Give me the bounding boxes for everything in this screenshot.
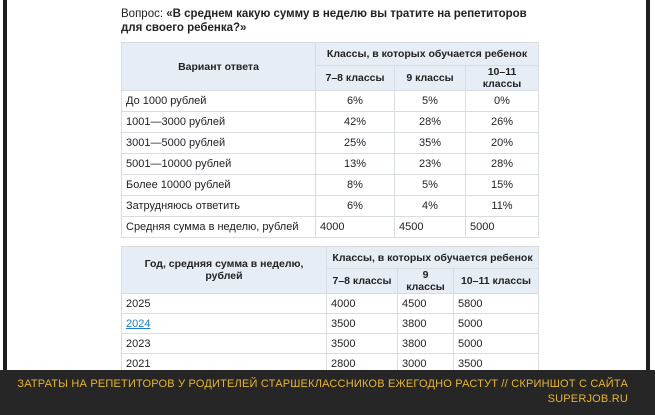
cell: 3500 <box>454 354 539 374</box>
row-label: Затрудняюсь ответить <box>122 196 316 217</box>
history-table <box>121 246 539 374</box>
cell: 5% <box>395 175 466 196</box>
caption-line-2: SUPERJOB.RU <box>547 393 628 405</box>
subcol-header: 7–8 классы <box>327 269 398 294</box>
col-group-header: Классы, в которых обучается ребенок <box>316 43 539 66</box>
year-cell <box>122 314 327 334</box>
cell: 4% <box>395 196 466 217</box>
row-label: Средняя сумма в неделю, рублей <box>122 217 316 238</box>
subcol-header: 9 классы <box>398 269 454 294</box>
row-label: 5001—10000 рублей <box>122 154 316 175</box>
cell: 2800 <box>327 354 398 374</box>
cell: 11% <box>466 196 539 217</box>
subcol-header: 10–11 классы <box>466 66 539 91</box>
table-row <box>122 294 539 314</box>
table-row <box>122 133 539 154</box>
cell: 6% <box>316 91 395 112</box>
cell: 5000 <box>466 217 539 238</box>
cell: 4000 <box>327 294 398 314</box>
col-answer-header: Вариант ответа <box>122 43 316 91</box>
table-row <box>122 91 539 112</box>
left-border <box>3 0 7 372</box>
caption-bar <box>0 370 655 415</box>
cell: 0% <box>466 91 539 112</box>
table-row <box>122 112 539 133</box>
col-group-header: Классы, в которых обучается ребенок <box>327 247 539 269</box>
cell: 3800 <box>398 334 454 354</box>
table-row <box>122 196 539 217</box>
cell: 3500 <box>327 314 398 334</box>
cell: 3500 <box>327 334 398 354</box>
cell: 42% <box>316 112 395 133</box>
subcol-header: 9 классы <box>395 66 466 91</box>
cell: 13% <box>316 154 395 175</box>
cell: 3800 <box>398 314 454 334</box>
subcol-header: 7–8 классы <box>316 66 395 91</box>
year-cell: 2021 <box>122 354 327 374</box>
cell: 6% <box>316 196 395 217</box>
caption-line-1: ЗАТРАТЫ НА РЕПЕТИТОРОВ У РОДИТЕЛЕЙ СТАРШЕКЛАССНИКОВ ЕЖЕГОДНО РАСТУТ // СКРИНШОТ С САЙТА <box>17 378 628 390</box>
question-text <box>121 7 541 35</box>
row-label: 1001—3000 рублей <box>122 112 316 133</box>
table-row <box>122 334 539 354</box>
survey-table <box>121 42 539 238</box>
cell: 4500 <box>398 294 454 314</box>
cell: 5000 <box>454 334 539 354</box>
col-year-header: Год, средняя сумма в неделю, рублей <box>122 247 327 294</box>
question-prefix: Вопрос: <box>121 8 167 20</box>
cell: 4500 <box>395 217 466 238</box>
cell: 5800 <box>454 294 539 314</box>
subcol-header: 10–11 классы <box>454 269 539 294</box>
year-cell: 2023 <box>122 334 327 354</box>
year-link-2024[interactable]: 2024 <box>126 317 151 330</box>
question-body: «В среднем какую сумму в неделю вы тратите на репетиторов для своего ребенка?» <box>121 8 527 34</box>
row-label: До 1000 рублей <box>122 91 316 112</box>
row-label: 3001—5000 рублей <box>122 133 316 154</box>
cell: 4000 <box>316 217 395 238</box>
right-border <box>646 0 650 372</box>
table-row <box>122 314 539 334</box>
table-row <box>122 217 539 238</box>
cell: 23% <box>395 154 466 175</box>
cell: 25% <box>316 133 395 154</box>
table-row <box>122 175 539 196</box>
cell: 20% <box>466 133 539 154</box>
cell: 28% <box>395 112 466 133</box>
row-label: Более 10000 рублей <box>122 175 316 196</box>
cell: 15% <box>466 175 539 196</box>
cell: 35% <box>395 133 466 154</box>
cell: 28% <box>466 154 539 175</box>
cell: 5000 <box>454 314 539 334</box>
year-cell: 2025 <box>122 294 327 314</box>
table-row <box>122 154 539 175</box>
cell: 5% <box>395 91 466 112</box>
cell: 8% <box>316 175 395 196</box>
cell: 26% <box>466 112 539 133</box>
cell: 3000 <box>398 354 454 374</box>
